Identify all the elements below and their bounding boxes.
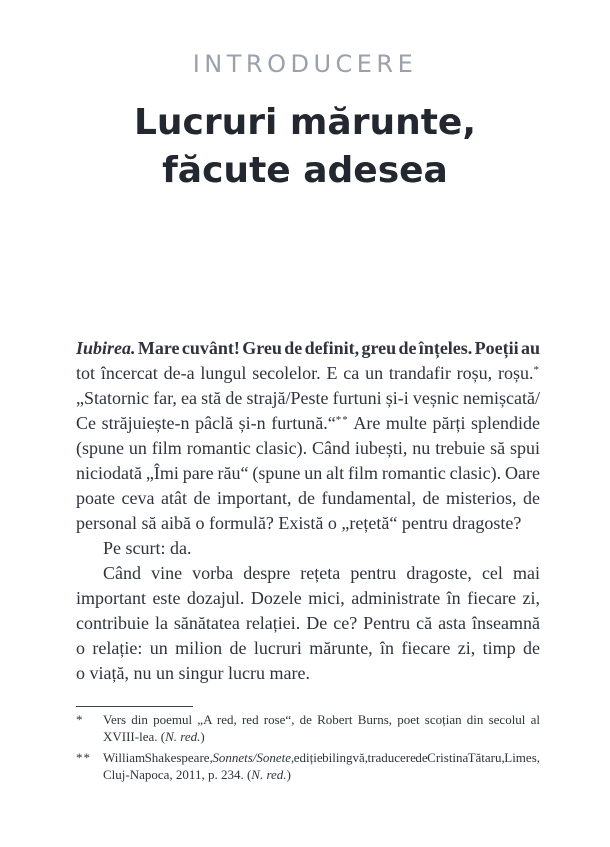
line-content [76, 663, 310, 683]
text-segment: important este dozajul. Dozele mici, administrate în fiecare zi, [76, 588, 540, 608]
text-segment: contribuie la sănătatea relației. De ce? Pentru că asta înseamnă [76, 613, 540, 633]
chapter-title-line-2: făcute adesea [162, 150, 448, 191]
text-segment: „Statornic far, ea stă de strajă/Peste furtuni și-i veșnic nemișcată/ [76, 388, 540, 408]
line-content [76, 638, 540, 658]
footnote-marker: ** [76, 750, 91, 765]
line-content [76, 438, 540, 458]
text-segment: Iubirea. [76, 338, 136, 358]
body-line [76, 386, 540, 411]
body-line [76, 336, 540, 361]
footnote-item [76, 749, 540, 783]
footnote-line [103, 728, 540, 745]
line-content [76, 413, 540, 433]
line-content [103, 563, 540, 583]
body-line [76, 461, 540, 486]
body-line [76, 511, 540, 536]
footnote-rule [76, 706, 193, 707]
line-content [76, 388, 540, 408]
text-segment: Când vine vorba despre rețeta pentru dragoste, cel mai [103, 563, 540, 583]
text-segment: William Shakespeare, [103, 750, 213, 765]
text-segment: * [533, 364, 540, 376]
footnote-item [76, 711, 540, 745]
line-content [76, 588, 540, 608]
text-segment: ) [286, 767, 291, 782]
text-segment: N. red. [251, 767, 287, 782]
text-segment: Mare cuvânt! Greu de definit, greu de înțeles. Poeții au [135, 338, 541, 358]
line-content [76, 613, 540, 633]
text-segment: XVIII-lea. ( [103, 729, 166, 744]
text-segment: o relație: un milion de lucruri mărunte, în fiecare zi, timp de [76, 638, 540, 658]
body-line [76, 536, 540, 561]
body-line [76, 611, 540, 636]
line-content [76, 513, 521, 533]
body-text [76, 336, 540, 686]
chapter-title-line-1: Lucruri mărunte, [133, 102, 477, 143]
line-content [76, 338, 540, 358]
body-line [76, 586, 540, 611]
text-segment: Vers din poemul „A red, red rose“, de Robert Burns, poet scoțian din secolul al [103, 712, 540, 727]
line-content [103, 750, 540, 765]
body-line [76, 636, 540, 661]
footnote-line [103, 766, 540, 783]
body-line [76, 411, 540, 436]
text-segment: , ediție bilingvă, traducere de Cristina Tătaru, Limes, [291, 750, 541, 765]
line-content [76, 463, 540, 483]
text-segment: Cluj-Napoca, 2011, p. 234. ( [103, 767, 252, 782]
text-segment: N. red. [165, 729, 201, 744]
line-content [103, 712, 540, 727]
line-content [103, 729, 205, 744]
body-line [76, 661, 540, 686]
footnote-line [103, 711, 540, 728]
line-content [76, 363, 540, 383]
body-line [76, 436, 540, 461]
text-segment: ** [335, 414, 349, 426]
text-segment: niciodată „Îmi pare rău“ (spune un alt film romantic clasic). Oare [76, 463, 540, 483]
body-line [76, 486, 540, 511]
text-segment: (spune un film romantic clasic). Când iubești, nu trebuie să spui [76, 438, 540, 458]
text-segment: tot încercat de-a lungul secolelor. E ca un trandafir roșu, roșu. [76, 363, 534, 383]
line-content [103, 538, 191, 558]
footnotes [76, 711, 540, 787]
footnote-line [103, 749, 540, 766]
text-segment: ) [200, 729, 205, 744]
text-segment: Pe scurt: da. [103, 538, 192, 558]
footnote-marker: * [76, 712, 84, 727]
line-content [76, 488, 540, 508]
section-kicker: INTRODUCERE [192, 50, 418, 78]
text-segment: personal să aibă o formulă? Există o „rețetă“ pentru dragoste? [76, 513, 522, 533]
line-content [103, 767, 291, 782]
body-line [76, 361, 540, 386]
text-segment: o viață, nu un singur lucru mare. [76, 663, 310, 683]
body-line [76, 561, 540, 586]
text-segment: Sonnets/Sonete [212, 750, 292, 765]
text-segment: Ce străjuiește-n pâclă și-n furtună.“ [76, 413, 336, 433]
text-segment: poate ceva atât de important, de fundamental, de misterios, de [76, 488, 540, 508]
chapter-title [0, 99, 610, 195]
text-segment: Are multe părți splendide [348, 413, 541, 433]
